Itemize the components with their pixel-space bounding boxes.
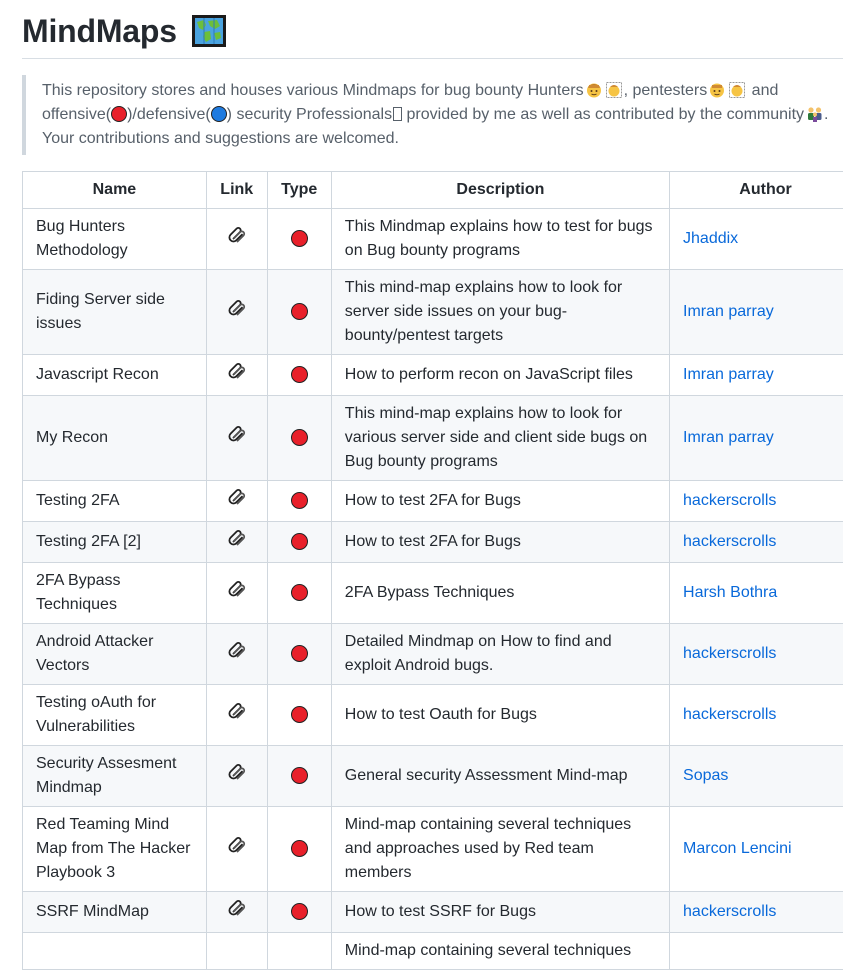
table-row: [23, 270, 843, 355]
row-type: [267, 396, 331, 481]
row-link[interactable]: [206, 270, 267, 355]
author-link[interactable]: Imran parray: [683, 429, 774, 446]
row-link[interactable]: [206, 481, 267, 522]
author-link[interactable]: hackerscrolls: [683, 645, 776, 662]
row-link[interactable]: [206, 685, 267, 746]
table-body: [23, 209, 843, 970]
red-circle-icon: [111, 106, 127, 122]
paperclips-icon[interactable]: [227, 835, 247, 863]
row-type: [267, 624, 331, 685]
intro-blockquote: [22, 75, 843, 155]
paperclips-icon[interactable]: [227, 762, 247, 790]
table-row: [23, 624, 843, 685]
row-description: Detailed Mindmap on How to find and exploit Android bugs.: [331, 624, 669, 685]
red-circle-icon: [291, 706, 308, 723]
paperclips-icon[interactable]: [227, 487, 247, 515]
author-link[interactable]: Imran parray: [683, 303, 774, 320]
page-title: MindMaps: [22, 15, 177, 47]
row-name: Security Assesment Mindmap: [23, 746, 207, 807]
row-name: Fiding Server side issues: [23, 270, 207, 355]
paperclips-icon[interactable]: [227, 701, 247, 729]
row-name: Testing oAuth for Vulnerabilities: [23, 685, 207, 746]
paperclips-icon[interactable]: [227, 528, 247, 556]
row-author: [670, 563, 843, 624]
header-link: Link: [206, 172, 267, 209]
table-row: [23, 396, 843, 481]
row-description: How to test 2FA for Bugs: [331, 522, 669, 563]
row-link[interactable]: [206, 746, 267, 807]
row-link[interactable]: [206, 355, 267, 396]
row-description: 2FA Bypass Techniques: [331, 563, 669, 624]
row-author: [670, 355, 843, 396]
row-link[interactable]: [206, 209, 267, 270]
row-author: [670, 396, 843, 481]
author-link[interactable]: hackerscrolls: [683, 492, 776, 509]
red-circle-icon: [291, 230, 308, 247]
intro-text: )/defensive(: [127, 106, 211, 123]
author-link[interactable]: Sopas: [683, 767, 728, 784]
row-description: How to test 2FA for Bugs: [331, 481, 669, 522]
red-circle-icon: [291, 366, 308, 383]
author-link[interactable]: Imran parray: [683, 366, 774, 383]
row-type: [267, 481, 331, 522]
world-map-icon: [191, 14, 227, 48]
header-name: Name: [23, 172, 207, 209]
table-row: [23, 807, 843, 892]
row-type: [267, 270, 331, 355]
intro-text: This repository stores and houses various Mindmaps for bug bounty Hunters: [42, 82, 584, 99]
pentester-emoji-icon: [709, 82, 725, 98]
paperclips-icon[interactable]: [227, 298, 247, 326]
row-author: [670, 522, 843, 563]
paperclips-icon[interactable]: [227, 225, 247, 253]
row-type: [267, 807, 331, 892]
table-row: [23, 933, 843, 970]
table-row: [23, 481, 843, 522]
people-emoji-icon: [806, 106, 822, 122]
table-row: [23, 563, 843, 624]
hunter-emoji-icon: [586, 82, 602, 98]
author-link[interactable]: Harsh Bothra: [683, 584, 777, 601]
row-name: Testing 2FA: [23, 481, 207, 522]
author-link[interactable]: hackerscrolls: [683, 533, 776, 550]
row-author: [670, 933, 843, 970]
red-circle-icon: [291, 492, 308, 509]
intro-text: and offensive(: [42, 82, 778, 123]
row-description: How to test SSRF for Bugs: [331, 892, 669, 933]
table-row: [23, 355, 843, 396]
row-link[interactable]: [206, 624, 267, 685]
header-author: Author: [670, 172, 843, 209]
row-description: Mind-map containing several techniques: [331, 933, 669, 970]
row-description: Mind-map containing several techniques and approaches used by Red team members: [331, 807, 669, 892]
row-name: Android Attacker Vectors: [23, 624, 207, 685]
table-row: [23, 522, 843, 563]
row-type: [267, 522, 331, 563]
row-description: This mind-map explains how to look for various server side and client side bugs on Bug bounty programs: [331, 396, 669, 481]
row-link[interactable]: [206, 892, 267, 933]
red-circle-icon: [291, 584, 308, 601]
row-name: Red Teaming Mind Map from The Hacker Playbook 3: [23, 807, 207, 892]
table-row: [23, 892, 843, 933]
intro-text: , pentesters: [624, 82, 708, 99]
row-name: Javascript Recon: [23, 355, 207, 396]
pentester-emoji-2-icon: [729, 82, 745, 98]
row-link[interactable]: [206, 933, 267, 970]
row-description: This Mindmap explains how to test for bugs on Bug bounty programs: [331, 209, 669, 270]
blue-circle-icon: [211, 106, 227, 122]
row-name: My Recon: [23, 396, 207, 481]
row-link[interactable]: [206, 563, 267, 624]
row-link[interactable]: [206, 396, 267, 481]
row-author: [670, 624, 843, 685]
row-author: [670, 481, 843, 522]
header-type: Type: [267, 172, 331, 209]
row-link[interactable]: [206, 807, 267, 892]
row-author: [670, 746, 843, 807]
row-description: How to test Oauth for Bugs: [331, 685, 669, 746]
row-author: [670, 270, 843, 355]
table-row: [23, 685, 843, 746]
author-link[interactable]: Marcon Lencini: [683, 840, 792, 857]
row-type: [267, 355, 331, 396]
row-type: [267, 746, 331, 807]
title-row: [22, 0, 843, 59]
red-circle-icon: [291, 767, 308, 784]
paperclips-icon[interactable]: [227, 898, 247, 926]
paperclips-icon[interactable]: [227, 361, 247, 389]
paperclips-icon[interactable]: [227, 424, 247, 452]
paperclips-icon[interactable]: [227, 579, 247, 607]
red-circle-icon: [291, 645, 308, 662]
row-name: Bug Hunters Methodology: [23, 209, 207, 270]
red-circle-icon: [291, 840, 308, 857]
red-circle-icon: [291, 533, 308, 550]
table-row: [23, 746, 843, 807]
table-header-row: [23, 172, 843, 209]
row-name: [23, 933, 207, 970]
row-name: Testing 2FA [2]: [23, 522, 207, 563]
intro-text: provided by me as well as contributed by the community: [402, 106, 804, 123]
row-author: [670, 685, 843, 746]
row-author: [670, 209, 843, 270]
row-author: [670, 892, 843, 933]
row-type: [267, 563, 331, 624]
row-description: General security Assessment Mind-map: [331, 746, 669, 807]
paperclips-icon[interactable]: [227, 640, 247, 668]
row-description: This mind-map explains how to look for server side issues on your bug-bounty/pentest targets: [331, 270, 669, 355]
row-type: [267, 209, 331, 270]
intro-text: . Your contributions and suggestions are welcomed.: [42, 106, 828, 147]
row-author: [670, 807, 843, 892]
hunter-emoji-2-icon: [606, 82, 622, 98]
row-type: [267, 685, 331, 746]
table-row: [23, 209, 843, 270]
author-link[interactable]: hackerscrolls: [683, 706, 776, 723]
red-circle-icon: [291, 303, 308, 320]
row-type: [267, 933, 331, 970]
row-description: How to perform recon on JavaScript files: [331, 355, 669, 396]
mindmaps-table: [22, 171, 843, 970]
intro-text: ) security Professionals: [227, 106, 392, 123]
readme-content: [22, 0, 843, 970]
row-name: SSRF MindMap: [23, 892, 207, 933]
header-description: Description: [331, 172, 669, 209]
missing-glyph-icon: [393, 107, 402, 121]
red-circle-icon: [291, 903, 308, 920]
red-circle-icon: [291, 429, 308, 446]
author-link[interactable]: Jhaddix: [683, 230, 738, 247]
row-link[interactable]: [206, 522, 267, 563]
row-name: 2FA Bypass Techniques: [23, 563, 207, 624]
author-link[interactable]: hackerscrolls: [683, 903, 776, 920]
row-type: [267, 892, 331, 933]
